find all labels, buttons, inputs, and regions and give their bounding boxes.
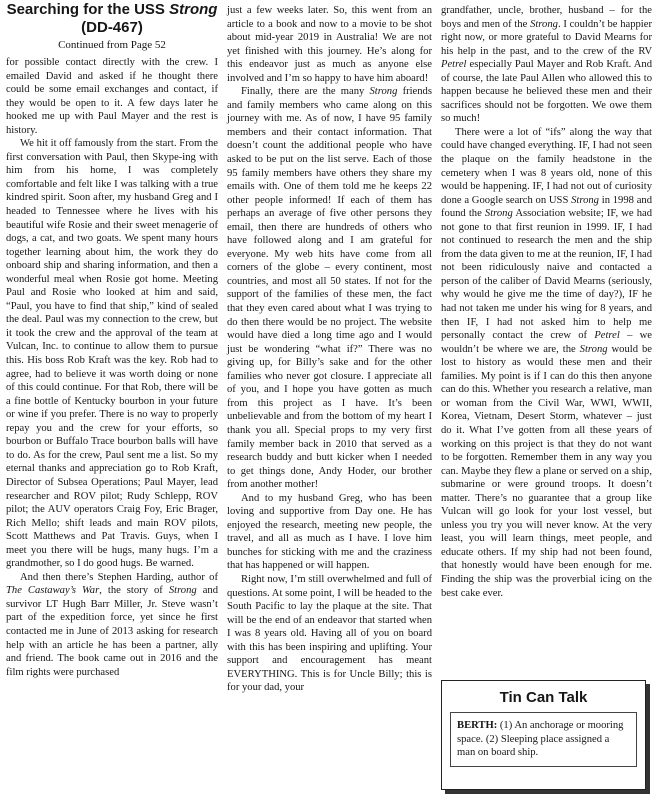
article-column-1 bbox=[6, 0, 218, 679]
headline-title-prefix: Searching for the USS bbox=[6, 1, 165, 18]
text-run: friends and family members who came along on this journey with me. As of now, I have 95 family members and their contact information. That doesn’t count the additional people who have asked to be put on the list serve. Each of those 95 family members have others they share my emails with. One of them told me he keeps 22 other people informed! If each of them has perhaps an average of five other persons they email, then there are hundreds of others who have followed along and I am grateful for everyone. My web hits have come from all corners of the globe – every continent, most countries, and most all 50 states. If not for the support of the families of these men, the fact that they even cared about what I was trying to do then there would be no project. The website would have died a long time ago and I would just be wondering “what if?” There was no giving up, for Billy’s sake and for the other families who never got closure. I appreciate all of you, and I hope you have gotten as much from this project as I have. It’s been unbelievable and from the bottom of my heart I thank you all. Special props to my very first family member back in 2010 that served as a research buddy and butt kicker when I needed to get things done, Andy Hoder, our brother from another mother! bbox=[227, 86, 432, 491]
ship-name: Petrel bbox=[594, 330, 620, 342]
article-headline bbox=[6, 0, 218, 53]
book-title: The Castaway’s War bbox=[6, 585, 100, 597]
ship-name: Strong bbox=[369, 86, 398, 98]
headline-title bbox=[6, 0, 218, 19]
ship-name: Petrel bbox=[441, 59, 467, 71]
headline-hull-number: (DD-467) bbox=[81, 19, 143, 36]
paragraph bbox=[441, 126, 652, 600]
sidebar-title: Tin Can Talk bbox=[499, 689, 588, 706]
ship-name: Strong bbox=[579, 343, 608, 355]
text-run: There were a lot of “ifs” along the way that could have changed everything. IF, I had not seen the plaque on the family headstone in the cemetery when I was 8 years old, none of this would be happening. IF, I had not out of curiosity done a Google search on USS bbox=[441, 126, 652, 206]
text-run: , the story of bbox=[99, 585, 163, 597]
article-column-3 bbox=[441, 4, 652, 600]
sidebar-definition-text: (1) An anchorage or mooring space. (2) Sleeping place assigned a man on board ship. bbox=[457, 720, 624, 758]
text-run: . I couldn’t be happier right now, or more grateful to David Mearns for his help in the past, and to the crew of the RV bbox=[441, 18, 652, 57]
paragraph: And to my husband Greg, who has been loving and supportive from Day one. He has enjoyed the research, meeting new people, the travel, and all as much as I have. I love him bunches for sticking with me and the craziness that has happened or will happen. bbox=[227, 492, 432, 572]
text-run: Finally, there are the many bbox=[241, 86, 365, 98]
paragraph: for possible contact directly with the crew. I emailed David and asked if he thought there could be some email exchanges and contact, if they would be open to it. A few days later he hooked me up with Paul Mayer and the rest is history. bbox=[6, 57, 218, 136]
text-run: in 1998 and found the bbox=[441, 194, 652, 220]
paragraph: Right now, I’m still overwhelmed and full of questions. At some point, I will be headed to the South Pacific to lay the plaque at the site. That will be the end of an endeavor that started when I was 8 years old. Having all of you on board with this has been inspiring and uplifting. Your support and encouragement has meant EVERYTHING. This is for Uncle Billy; this is for your dad, your bbox=[227, 573, 432, 694]
article-column-2 bbox=[227, 4, 432, 695]
paragraph bbox=[441, 4, 652, 126]
paragraph bbox=[6, 571, 218, 679]
text-run: especially Paul Mayer and Rob Kraft. And of course, the late Paul Allen who allowed this to happen because he believed these men and their sacrifices should not be forgotten. We owe them so much! bbox=[441, 59, 653, 125]
text-run: And then there’s Stephen Harding, author of bbox=[20, 571, 218, 583]
ship-name: Strong bbox=[168, 585, 197, 597]
continued-note: Continued from Page 52 bbox=[58, 39, 166, 51]
text-run: and survivor LT Hugh Barr Miller, Jr. Steve wasn’t part of the expedition force, yet since he first contacted me in June of 2013 asking for research help with an article he has been a partner, ally and friend. The book came out in 2016 and the film rights were purchased bbox=[6, 585, 218, 678]
ship-name: Strong bbox=[571, 194, 599, 206]
headline-ship-name: Strong bbox=[169, 1, 218, 18]
paragraph bbox=[227, 85, 432, 491]
sidebar-definition bbox=[450, 712, 637, 767]
ship-name: Strong bbox=[484, 208, 513, 220]
text-run: – we wouldn’t be where we are, the bbox=[441, 330, 652, 355]
text-run: would be lost to history as would these men and their families. My point is if I can do this then anyone can do this. Whether you research a relative, man or woman from the Civil War, WWI, WWII, Korea, Vietnam, Desert Storm, whatever – just do it. What I’ve gotten from all these years of working on this project is that they do not want to be forgotten. Remember them in any way you can. Maybe they flew a plane or served on a ship, submarine or were ground troops. It doesn’t matter. There’s no guarantee that a group like Vulcan will go look for your lost vessel, but unless you try you will never know. At the very least, you will learn things, meet people, and educate others. If my ship had not been found, that honestly would have been enough for me. Finding the ship was the proverbial icing on the best cake ever. bbox=[441, 343, 652, 599]
sidebar-term: BERTH: bbox=[457, 720, 498, 731]
tin-can-talk-sidebar bbox=[441, 680, 646, 790]
paragraph: We hit it off famously from the start. From the first conversation with Paul, then Skype-ing with him from his home, I was completely comfortable and felt like I was talking with a true kindred spirit. Soon after, my husband Greg and I headed to Tennessee where he lives with his beautiful wife Rosie and their sweet menagerie of dogs, a cat, and two goats. We spent many hours together learning about him, the work they do onboard ship and sharing information, and then a wonderful meal when Rosie got home. Meeting Paul and Rosie who looked at him and said, “Paul, you have to find that ship,” kind of sealed the deal. Paul was my connection to the crew, but it took the crew and the approval of the team at Vulcan, Inc. to continue to allow them to pursue this. His boss Rob Kraft was the key. Rob had to agree, had to believe it was worth doing or none of this could continue. For that Rob, there will be a fine bottle of Kentucky bourbon in your future or wine if you prefer. There is no way to properly repay you and the crew for your efforts, so bourbon or Buffalo Trace bourbon balls will have to do. As for the crew, Paul sent me a list. So my eternal thanks and appreciation go to Rob Kraft, Director of Subsea Operations; Paul Mayer, lead researcher and ROV pilot; Rudy Schlepp, ROV pilot; the AUV operators Craig Foy, Eric Brager, Rich Mello; shift leads and main ROV pilots, Scott Matthews and Pat Travis. Guys, when I meet you there will be hugs, many hugs. I’m a grandmother, so I do good hugs. Be warned. bbox=[6, 138, 218, 570]
ship-name: Strong bbox=[530, 18, 558, 30]
text-run: Association website; IF, we had not gone to that first reunion in 1999. IF, I had not continued to research the men and the ship from the data given to me at the reunion, IF, I had not been ridiculously naive and contacted a person of the caliber of David Mearns (seriously, why would he give me the time of day?), IF he had not taken me under his wing for 8 years, and then IF, I had not asked him to help me personally contact the crew of bbox=[441, 208, 652, 342]
paragraph: just a few weeks later. So, this went from an article to a book and now to a movie to be shot about mid-year 2019 in Australia! We are not yet finished with this journey. He’s along for this endeavor just as much as anyone else involved and I’m so happy to have him aboard! bbox=[227, 5, 432, 84]
text-run: grandfather, uncle, brother, husband – for the boys and men of the bbox=[441, 5, 652, 30]
